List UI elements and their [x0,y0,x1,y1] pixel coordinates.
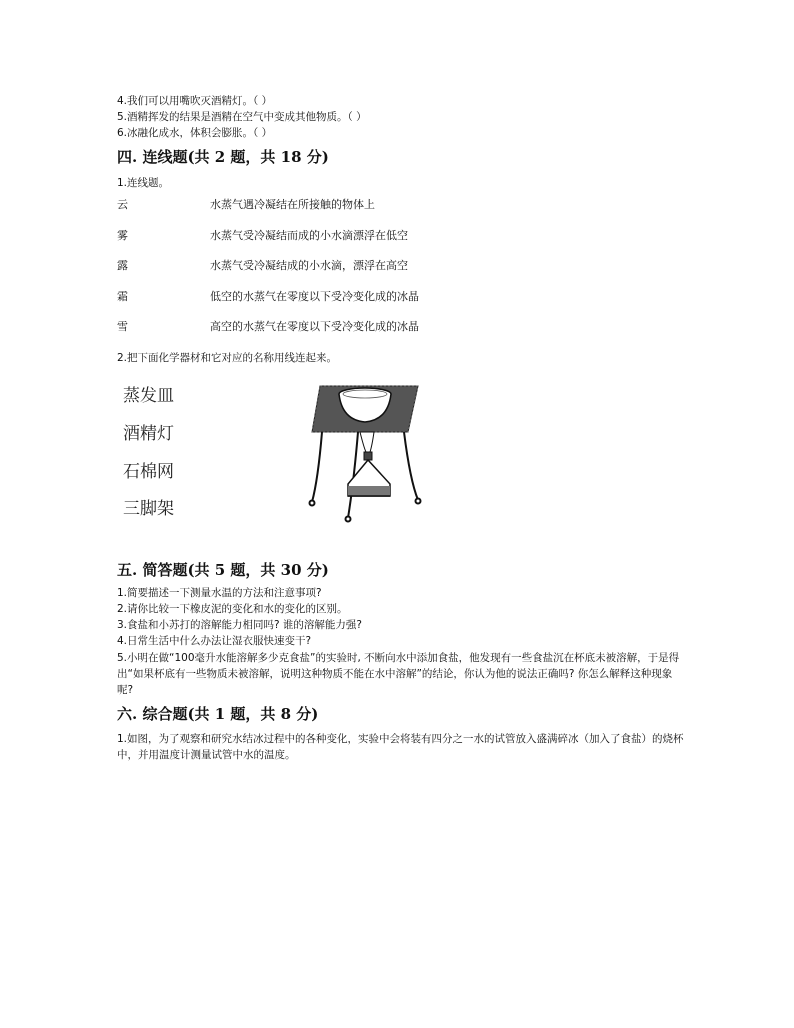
pair-definition-4: 低空的水蒸气在零度以下受冷变化成的冰晶 [210,290,419,303]
section6-title: 六. 综合题(共 1 题，共 8 分) [117,705,319,723]
short-answer-q2: 2.请你比较一下橡皮泥的变化和水的变化的区别。 [117,603,348,615]
pair-definition-2: 水蒸气受冷凝结而成的小水滴漂浮在低空 [210,229,408,242]
section4-title: 四. 连线题(共 2 题，共 18 分) [117,148,329,166]
pair-term-2: 雾 [117,229,128,242]
section4-q2-label: 2.把下面化学器材和它对应的名称用线连起来。 [117,352,338,364]
pair-term-3: 露 [117,259,128,272]
pair-term-5: 雪 [117,320,128,333]
short-answer-q5: 5.小明在做“100毫升水能溶解多少克食盐”的实验时, 不断向水中添加食盐，他发现有一些食盐沉在杯底未被溶解，于是得出“如果杯底有一些物质未被溶解，说明这种物质不能在水中溶解”的结论，你认为他的说法正确吗? 你怎么解释这种现象呢? [117,652,680,696]
pair-term-4: 霜 [117,290,128,303]
comprehensive-q1: 1.如图，为了观察和研究水结冰过程中的各种变化，实验中会将装有四分之一水的试管放入盛满碎冰（加入了食盐）的烧杯中，并用温度计测量试管中水的温度。 [117,733,684,761]
equipment-label-1: 蒸发皿 [123,386,174,406]
section4-q1-label: 1.连线题。 [117,177,170,189]
judge-item-4: 4.我们可以用嘴吹灭酒精灯。（ ） [117,95,273,107]
short-answer-q4: 4.日常生活中什么办法让湿衣服快速变干? [117,635,312,647]
short-answer-q1: 1.简要描述一下测量水温的方法和注意事项? [117,587,322,599]
pair-term-1: 云 [117,198,128,211]
judge-item-5: 5.酒精挥发的结果是酒精在空气中变成其他物质。（ ） [117,111,367,123]
judge-item-6: 6.冰融化成水，体积会膨胀。（ ） [117,127,273,139]
equipment-label-4: 三脚架 [123,499,174,519]
pair-definition-3: 水蒸气受冷凝结成的小水滴，漂浮在高空 [210,259,408,272]
short-answer-q3: 3.食盐和小苏打的溶解能力相同吗? 谁的溶解能力强? [117,619,363,631]
equipment-label-2: 酒精灯 [123,424,174,444]
pair-definition-5: 高空的水蒸气在零度以下受冷变化成的冰晶 [210,320,419,333]
lab-apparatus-illustration [300,380,440,525]
equipment-label-3: 石棉网 [123,462,174,482]
pair-definition-1: 水蒸气遇冷凝结在所接触的物体上 [210,198,375,211]
section5-title: 五. 简答题(共 5 题，共 30 分) [117,561,329,579]
